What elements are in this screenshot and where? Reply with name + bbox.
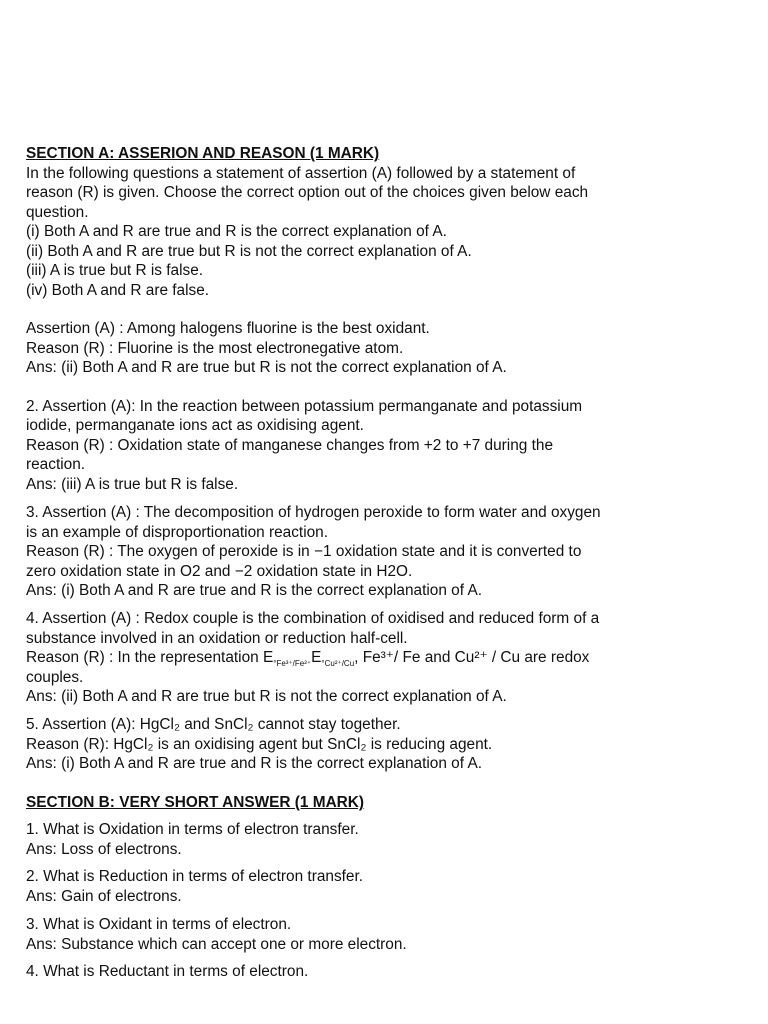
answer-line: Ans: (ii) Both A and R are true but R is not the correct explanation of A. [26,688,507,705]
question-line: Reason (R) : Oxidation state of manganese changes from +2 to +7 during the [26,436,554,454]
question-line: Assertion (A) : Among halogens fluorine is the best oxidant. [26,320,430,337]
question-4 [26,609,738,707]
question-line: iodide, permanganate ions act as oxidising agent. [26,417,364,434]
section-a-heading: SECTION A: ASSERION AND REASON (1 MARK) [26,145,380,162]
section-b-q4 [26,962,738,982]
question-line: zero oxidation state in O2 and −2 oxidation state in H2O. [26,562,413,580]
question-line: 2. What is Reduction in terms of electron transfer. [26,868,364,885]
question-line: substance involved in an oxidation or reduction half-cell. [26,629,408,647]
answer-line: Ans: (i) Both A and R are true and R is the correct explanation of A. [26,755,482,772]
question-5 [26,715,738,774]
option-line: (iv) Both A and R are false. [26,281,210,299]
section-a-intro [26,144,738,494]
answer-line: Ans: Loss of electrons. [26,840,182,858]
question-line: 4. Assertion (A) : Redox couple is the combination of oxidised and reduced form of a [26,610,600,627]
answer-line: Ans: (ii) Both A and R are true but R is not the correct explanation of A. [26,359,507,376]
section-b [26,793,738,813]
section-b-q3 [26,915,738,954]
intro-line: In the following questions a statement of assertion (A) followed by a statement of [26,164,576,182]
option-line: (iii) A is true but R is false. [26,262,204,279]
subscript: °Cu²⁺/Cu [321,659,355,669]
question-line: is an example of disproportionation reaction. [26,523,329,541]
question-line: Reason (R) : The oxygen of peroxide is in −1 oxidation state and it is converted to [26,543,582,560]
question-line [26,648,738,668]
question-line: 3. Assertion (A) : The decomposition of hydrogen peroxide to form water and oxygen [26,504,601,521]
question-line: couples. [26,668,84,686]
option-line: (i) Both A and R are true and R is the correct explanation of A. [26,223,447,240]
intro-line: reason (R) is given. Choose the correct option out of the choices given below each [26,184,589,201]
reason-suffix: , Fe³⁺/ Fe and Cu²⁺ / Cu are redox [354,649,590,666]
question-line: 1. What is Oxidation in terms of electron transfer. [26,821,359,838]
question-line: 4. What is Reductant in terms of electron. [26,963,309,980]
question-line: Reason (R): HgCl₂ is an oxidising agent but SnCl₂ is reducing agent. [26,735,493,753]
question-line: 5. Assertion (A): HgCl₂ and SnCl₂ cannot stay together. [26,716,401,733]
option-line: (ii) Both A and R are true but R is not the correct explanation of A. [26,242,472,260]
question-3 [26,503,738,601]
question-line: 2. Assertion (A): In the reaction between potassium permanganate and potassium [26,397,583,415]
answer-line: Ans: (iii) A is true but R is false. [26,475,239,493]
answer-line: Ans: Substance which can accept one or more electron. [26,935,407,953]
reason-prefix: Reason (R) : In the representation E [26,649,274,666]
question-line: reaction. [26,456,86,473]
answer-line: Ans: Gain of electrons. [26,887,182,905]
section-b-q2 [26,867,738,906]
reason-mid: E [311,649,322,666]
subscript: °Fe³⁺/Fe²⁺ [273,659,312,669]
question-line: 3. What is Oxidant in terms of electron. [26,916,292,933]
intro-line: question. [26,203,89,221]
answer-line: Ans: (i) Both A and R are true and R is the correct explanation of A. [26,582,482,599]
section-b-q1 [26,820,738,859]
question-line: Reason (R) : Fluorine is the most electronegative atom. [26,339,404,357]
section-b-heading: SECTION B: VERY SHORT ANSWER (1 MARK) [26,794,365,811]
